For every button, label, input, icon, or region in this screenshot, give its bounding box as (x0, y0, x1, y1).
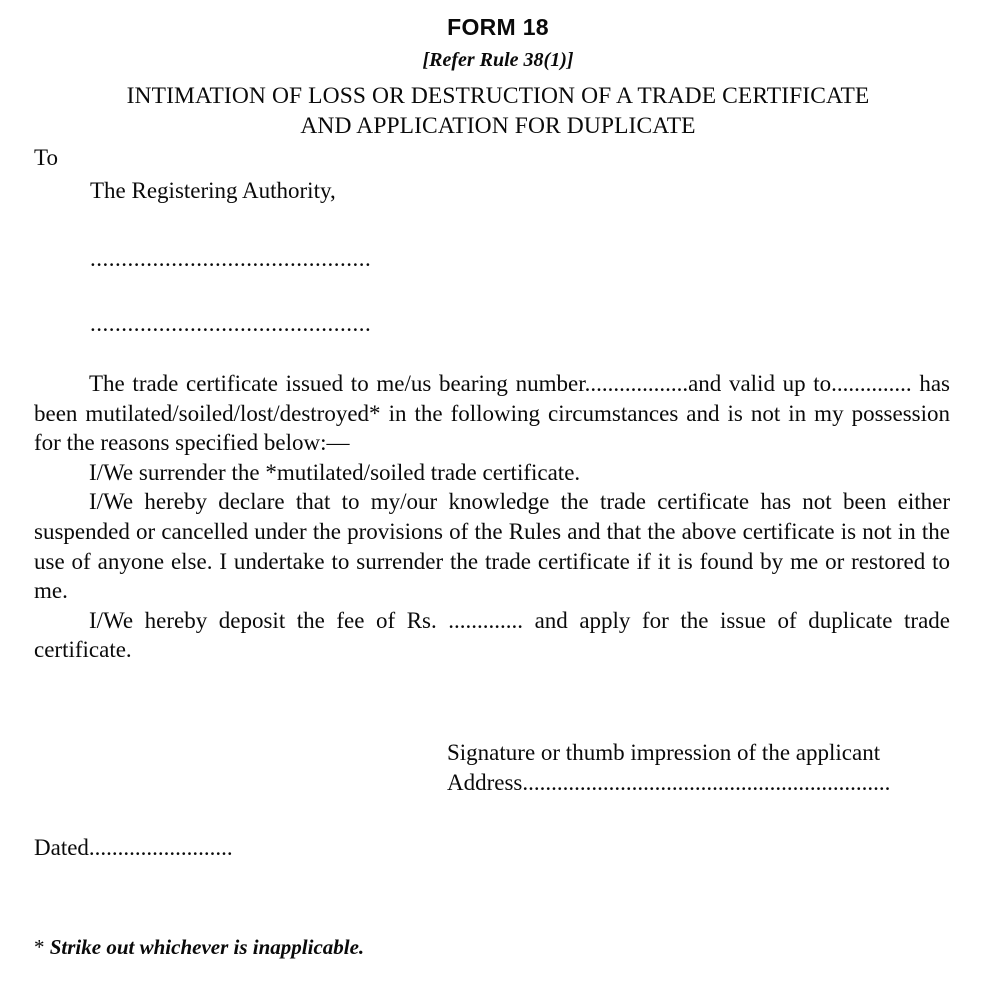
signature-block (447, 738, 952, 798)
footnote (34, 933, 364, 961)
body-paragraph-4: I/We hereby deposit the fee of Rs. ............. and apply for the issue of duplicate trade certificate. (34, 607, 950, 663)
footnote-text: Strike out whichever is inapplicable. (49, 935, 365, 959)
body-paragraph-1: The trade certificate issued to me/us bearing number..................and valid up to.............. has been mutilated/soiled/lost/destroyed* in the following circumstances and is not in my possession for the reasons specified below:— (34, 371, 950, 456)
document-title (0, 75, 996, 141)
footnote-marker: * (34, 935, 50, 959)
address-blank-line-1[interactable]: ............................................. (90, 246, 372, 271)
address-blank-line-2[interactable]: ............................................. (90, 311, 372, 336)
to-label: To (34, 145, 58, 170)
applicant-address-field[interactable]: Address................................................................ (447, 770, 891, 795)
document-title-line-1: INTIMATION OF LOSS OR DESTRUCTION OF A TRADE CERTIFICATE (126, 83, 870, 109)
form-number-heading: FORM 18 (447, 14, 549, 40)
body-paragraph-2: I/We surrender the *mutilated/soiled trade certificate. (89, 459, 581, 485)
dated-field[interactable]: Dated......................... (34, 835, 233, 860)
signature-label: Signature or thumb impression of the applicant (447, 740, 881, 765)
registering-authority-label: The Registering Authority, (90, 178, 336, 203)
rule-reference: [Refer Rule 38(1)] (422, 49, 574, 71)
body-text-block (34, 369, 950, 665)
body-paragraph-3: I/We hereby declare that to my/our knowledge the trade certificate has not been either suspended or cancelled under the provisions of the Rules and that the above certificate is not in the use of anyone else. I undertake to surrender the trade certificate if it is found by me or restored to me. (34, 489, 950, 604)
document-title-line-2: AND APPLICATION FOR DUPLICATE (300, 113, 696, 139)
